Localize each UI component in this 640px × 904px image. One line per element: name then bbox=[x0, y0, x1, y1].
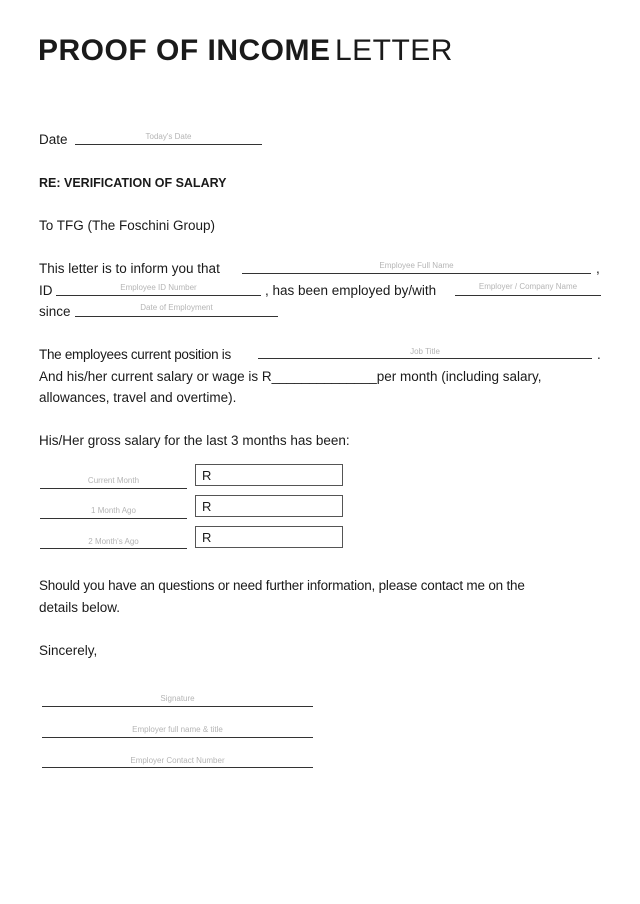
gross-heading: His/Her gross salary for the last 3 months has been: bbox=[39, 433, 350, 448]
month-field-2-ago[interactable] bbox=[40, 548, 187, 549]
amount-box-current[interactable] bbox=[195, 464, 343, 486]
intro-prefix: This letter is to inform you that bbox=[39, 261, 220, 276]
date-employment-field[interactable] bbox=[75, 316, 278, 317]
employee-name-hint: Employee Full Name bbox=[379, 261, 454, 270]
employee-name-field[interactable] bbox=[242, 273, 591, 274]
currency-label: R bbox=[202, 499, 212, 514]
month-hint-current: Current Month bbox=[87, 476, 140, 485]
title-light: LETTER bbox=[334, 34, 453, 67]
month-hint-2-ago: 2 Month's Ago bbox=[88, 537, 139, 546]
date-field[interactable] bbox=[75, 144, 262, 145]
employee-id-field[interactable] bbox=[56, 295, 261, 296]
employer-hint: Employer / Company Name bbox=[478, 282, 578, 291]
title-bold: PROOF OF INCOME bbox=[38, 34, 331, 67]
signature-hint: Signature bbox=[160, 694, 195, 703]
amount-box-2-ago[interactable] bbox=[195, 526, 343, 548]
signature-field[interactable] bbox=[42, 706, 313, 707]
subject-line: RE: VERIFICATION OF SALARY bbox=[39, 176, 227, 190]
recipient-line: To TFG (The Foschini Group) bbox=[39, 218, 216, 233]
since-label: since bbox=[39, 304, 71, 319]
closing-line-2: details below. bbox=[39, 600, 121, 615]
month-field-current[interactable] bbox=[40, 488, 187, 489]
job-title-field[interactable] bbox=[258, 358, 592, 359]
employed-by-text: , has been employed by/with bbox=[265, 283, 437, 298]
date-hint: Today's Date bbox=[145, 132, 192, 141]
employer-contact-field[interactable] bbox=[42, 767, 313, 768]
position-prefix: The employees current position is bbox=[39, 347, 231, 362]
month-hint-1-ago: 1 Month Ago bbox=[91, 506, 136, 515]
currency-label: R bbox=[202, 530, 212, 545]
salary-line: And his/her current salary or wage is R______________per month (including salary, bbox=[39, 369, 542, 384]
id-label: ID bbox=[39, 283, 53, 298]
employer-name-hint: Employer full name & title bbox=[132, 725, 223, 734]
comma: , bbox=[596, 261, 600, 276]
employer-contact-hint: Employer Contact Number bbox=[130, 756, 225, 765]
period: . bbox=[597, 347, 601, 362]
sincerely: Sincerely, bbox=[39, 643, 98, 658]
employer-field[interactable] bbox=[455, 295, 601, 296]
document-title bbox=[38, 34, 453, 68]
closing-line-1: Should you have an questions or need further information, please contact me on the bbox=[39, 578, 525, 593]
date-label: Date bbox=[39, 132, 68, 147]
month-field-1-ago[interactable] bbox=[40, 518, 187, 519]
employee-id-hint: Employee ID Number bbox=[120, 283, 197, 292]
employer-name-field[interactable] bbox=[42, 737, 313, 738]
salary-line-2: allowances, travel and overtime). bbox=[39, 390, 237, 405]
amount-box-1-ago[interactable] bbox=[195, 495, 343, 517]
job-title-hint: Job Title bbox=[410, 347, 440, 356]
date-employment-hint: Date of Employment bbox=[140, 303, 213, 312]
currency-label: R bbox=[202, 468, 212, 483]
